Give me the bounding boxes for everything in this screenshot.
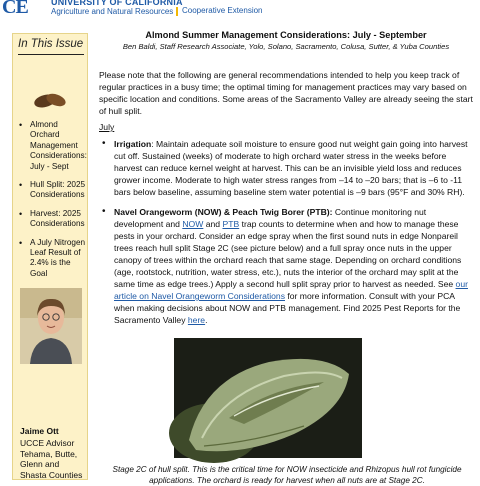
irrigation-item [99,138,475,198]
photo-caption: Stage 2C of hull split. This is the critical time for NOW insecticide and Rhizopus hull rot fungicide applications. The orchard is ready for harvest when all nuts are at Stage 2C. [112,465,462,485]
now-text-2: and [203,219,223,229]
now-ptb-item [99,206,475,326]
almond-icon [33,90,67,115]
issue-item-harvest: • Harvest: 2025 Considerations [19,209,87,230]
irrigation-text: : Maintain adequate soil moisture to ensure good nut weight gain going into harvest cut off. Sustained (weeks) of moderate to high orchard water stress in the weeks before harvest can reduce kernel weight at harvest. This can be an invisible yield loss and reduces grower income. Moderate to high water stress ranges from –14 to –20 bars; that is –6 to -11 bars below baseline, assuming baseline stem water potential is –9 bars (95°F and 30% RH). [114,139,468,197]
ptb-link[interactable]: PTB [222,219,240,229]
issue-item-orchard-management: • Almond Orchard Management Considerations: July - Sept [19,120,87,172]
extension-name: Cooperative Extension [182,6,263,15]
now-ptb-label: Navel Orangeworm (NOW) & Peach Twig Borer (PTB): [114,207,333,217]
issue-list [19,120,87,287]
recommendation-list [99,138,475,334]
sidebar [12,33,88,480]
now-link[interactable]: NOW [182,219,204,229]
now-text-3: trap counts to determine when and how to manage these pests in your orchard. Consider an edge spray when the first sound nuts in edge Nonpareil trees reach hull split Stage 2C (see picture below) and a full spray once nuts in the upper canopy of trees within the orchard reach that same stage. Depending on orchard conditions (age, rootstock, nutrition, water stress, etc.), nuts the interior of the orchard may split at the same time as edge trees.) Apply a second hull split spray prior to harvest as needed. See [114,219,462,289]
university-name: UNIVERSITY OF CALIFORNIA [51,0,183,7]
hull-split-photo [174,338,362,458]
now-text-1: Continue monitoring nut development and [114,207,427,229]
issue-item-hull-split: • Hull Split: 2025 Considerations [19,180,87,201]
author-name: Jaime Ott [20,426,59,436]
division-name: Agriculture and Natural Resources [51,7,174,16]
header-divider [176,7,178,16]
issue-item-nitrogen: • A July Nitrogen Leaf Result of 2.4% is the Goal [19,238,87,280]
sidebar-title: In This Issue [18,38,84,50]
now-article-link[interactable]: our article on Navel Orangeworm Considerations [114,279,468,301]
ce-logo: CE [2,0,28,18]
pest-reports-link[interactable]: here [187,315,206,325]
irrigation-label: Irrigation [114,139,152,149]
now-text-4: for more information. Consult with your PCA when making decisions about NOW and PTB management. Find 2025 Pest Reports for the Sacramento Valley [114,291,461,325]
page-header [0,0,480,22]
now-text-5: . [205,315,208,325]
sidebar-divider [18,54,84,55]
article-intro: Please note that the following are general recommendations intended to help you keep track of regular practices in a busy time; the optimal timing for management practices may vary based on specific location and conditions. Some areas of the Sacramento Valley are already seeing the start of hull split. [99,70,473,116]
article-title: Almond Summer Management Considerations: July - September [145,30,427,40]
author-photo [20,288,82,364]
article-byline: Ben Baldi, Staff Research Associate, Yolo, Solano, Sacramento, Colusa, Sutter, & Yuba Counties [122,42,450,51]
author-role: UCCE Advisor Tehama, Butte, Glenn and Shasta Counties [20,438,83,480]
month-heading: July [99,122,115,132]
